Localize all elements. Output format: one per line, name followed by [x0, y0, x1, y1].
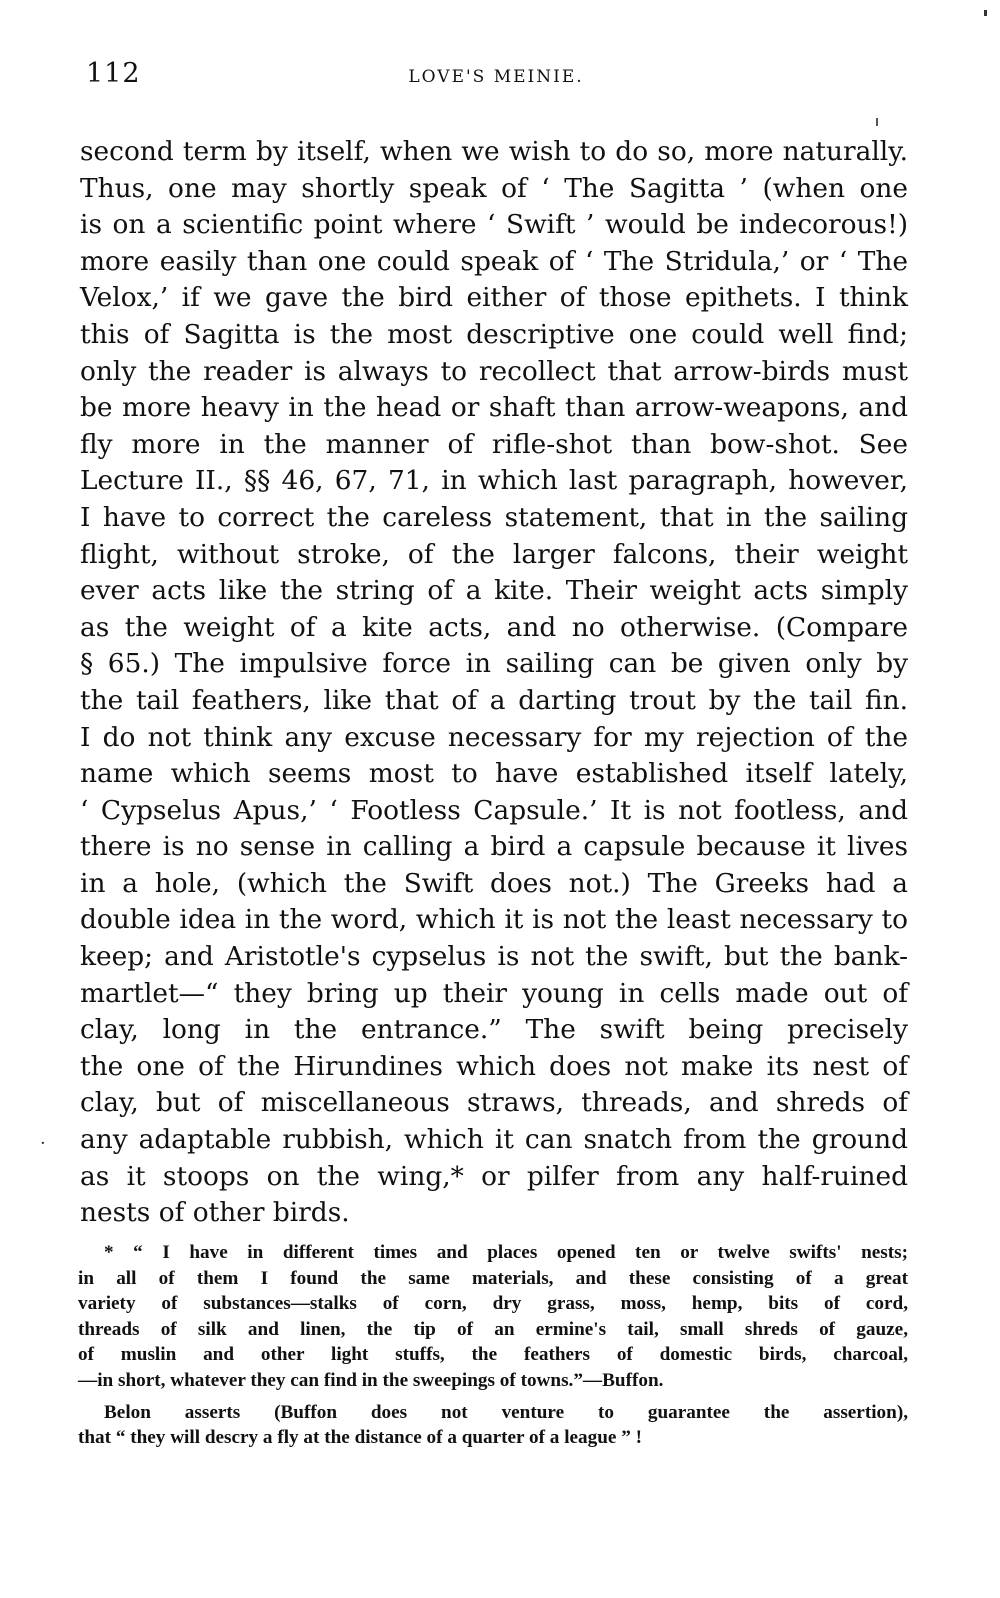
- page-header: [86, 58, 906, 98]
- body-line: name which seems most to have established itself lately,: [80, 758, 908, 790]
- body-line: I do not think any excuse necessary for my rejection of the: [80, 721, 908, 753]
- body-line: Velox,’ if we gave the bird either of those epithets. I think: [80, 282, 908, 314]
- body-line: is on a scientific point where ‘ Swift ’ would be indecorous!): [80, 209, 908, 241]
- body-line: ‘ Cypselus Apus,’ ‘ Footless Capsule.’ It is not footless, and: [80, 794, 908, 826]
- running-head: LOVE'S MEINIE.: [408, 67, 584, 87]
- footnote-line: —in short, whatever they can find in the sweepings of towns.”—Buffon.: [78, 1369, 664, 1391]
- body-line: keep; and Aristotle's cypselus is not the swift, but the bank-: [80, 941, 908, 973]
- body-line: in a hole, (which the Swift does not.) The Greeks had a: [80, 867, 908, 899]
- body-line: martlet—“ they bring up their young in cells made out of: [80, 977, 908, 1009]
- body-line: only the reader is always to recollect that arrow-birds must: [80, 355, 908, 387]
- body-line: Lecture II., §§ 46, 67, 71, in which last paragraph, however,: [80, 465, 908, 497]
- body-line: this of Sagitta is the most descriptive one could well find;: [80, 318, 908, 350]
- corner-mark: [984, 10, 987, 16]
- margin-dot: ·: [40, 1133, 46, 1154]
- tick-mark: [876, 118, 878, 126]
- body-line: I have to correct the careless statement, that in the sailing: [80, 501, 908, 533]
- body-line: flight, without stroke, of the larger falcons, their weight: [80, 538, 908, 570]
- footnote-line: variety of substances—stalks of corn, dry grass, moss, hemp, bits of cord,: [78, 1293, 908, 1315]
- body-line: clay, long in the entrance.” The swift being precisely: [80, 1014, 908, 1046]
- body-line: Thus, one may shortly speak of ‘ The Sagitta ’ (when one: [80, 172, 908, 204]
- body-line: as the weight of a kite acts, and no otherwise. (Compare: [80, 611, 908, 643]
- body-line: be more heavy in the head or shaft than arrow-weapons, and: [80, 392, 908, 424]
- body-line: any adaptable rubbish, which it can snatch from the ground: [80, 1124, 908, 1156]
- footnote-line: threads of silk and linen, the tip of an ermine's tail, small shreds of gauze,: [78, 1318, 908, 1340]
- body-line: clay, but of miscellaneous straws, threads, and shreds of: [80, 1087, 908, 1119]
- body-line: double idea in the word, which it is not the least necessary to: [80, 904, 908, 936]
- body-line: second term by itself, when we wish to do so, more naturally.: [80, 136, 908, 167]
- footnote-block: [78, 1240, 908, 1451]
- body-line: as it stoops on the wing,* or pilfer from any half-ruined: [80, 1160, 908, 1192]
- page-number: 112: [86, 58, 141, 89]
- footnote-line: * “ I have in different times and places opened ten or twelve swifts' nests;: [104, 1242, 908, 1263]
- body-line: ever acts like the string of a kite. Their weight acts simply: [80, 575, 908, 607]
- body-line: the one of the Hirundines which does not make its nest of: [80, 1050, 908, 1082]
- body-line: the tail feathers, like that of a darting trout by the tail fin.: [80, 684, 908, 716]
- body-line: more easily than one could speak of ‘ The Stridula,’ or ‘ The: [80, 245, 908, 277]
- note-line: that “ they will descry a fly at the distance of a quarter of a league ” !: [78, 1427, 642, 1449]
- note-line: Belon asserts (Buffon does not venture to guarantee the assertion),: [104, 1401, 908, 1423]
- body-line: nests of other birds.: [80, 1197, 350, 1229]
- body-line: fly more in the manner of rifle-shot than bow-shot. See: [80, 428, 908, 460]
- body-text: [80, 134, 908, 1232]
- footnote-line: of muslin and other light stuffs, the feathers of domestic birds, charcoal,: [78, 1344, 908, 1366]
- footnote-line: in all of them I found the same materials, and these consisting of a great: [78, 1267, 908, 1289]
- body-line: § 65.) The impulsive force in sailing can be given only by: [80, 648, 908, 680]
- body-line: there is no sense in calling a bird a capsule because it lives: [80, 831, 908, 863]
